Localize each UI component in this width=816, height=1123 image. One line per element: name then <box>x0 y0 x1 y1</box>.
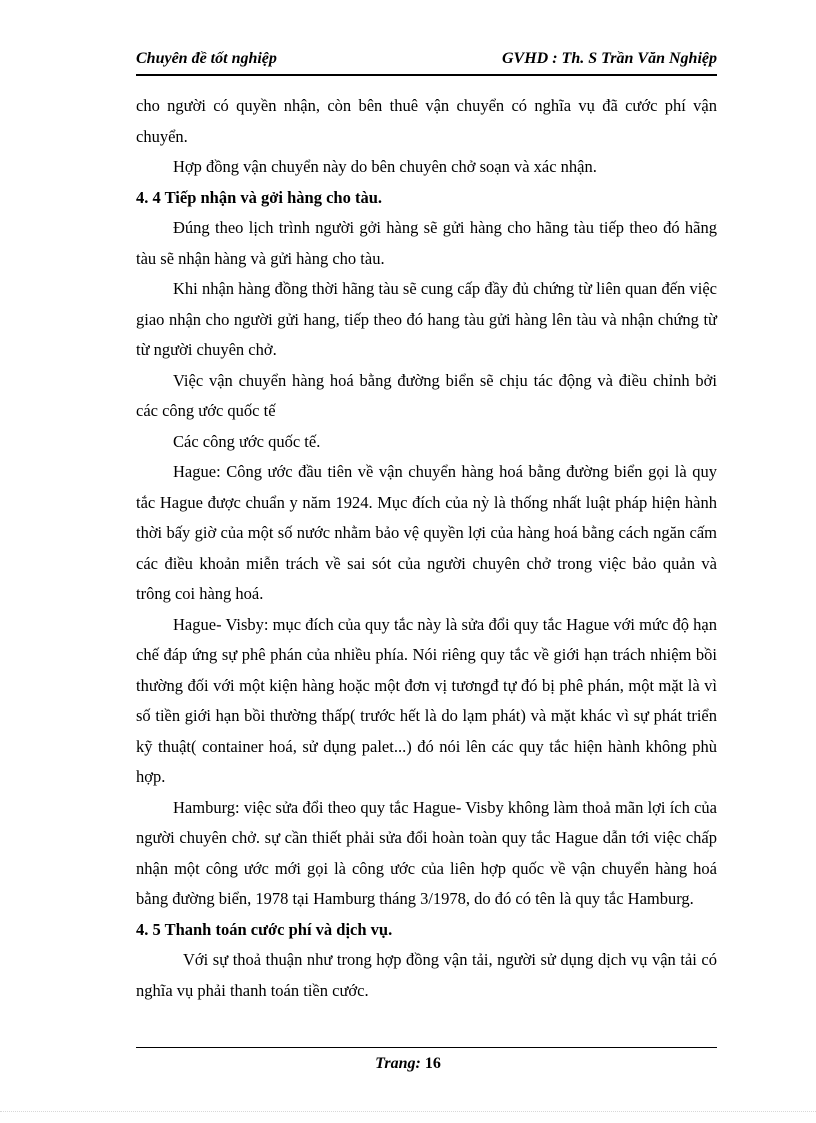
body-paragraph: Các công ước quốc tế. <box>173 431 321 451</box>
section-heading: 4. 4 Tiếp nhận và gởi hàng cho tàu. <box>136 187 383 207</box>
body-paragraph: Việc vận chuyển hàng hoá bằng đường biển sẽ chịu tác động và điều chỉnh bởi các công ước quốc tế <box>136 370 717 420</box>
body-paragraph: Hợp đồng vận chuyển này do bên chuyên chở soạn và xác nhận. <box>173 157 597 176</box>
section-heading: 4. 5 Thanh toán cước phí và dịch vụ. <box>136 919 393 939</box>
document-body <box>136 91 717 1006</box>
page-number: 16 <box>424 1055 441 1072</box>
body-paragraph: Hague- Visby: mục đích của quy tắc này là sửa đổi quy tắc Hague với mức độ hạn chế đáp ứng sự phê phán của nhiều phía. Nói riêng quy tắc về giới hạn trách nhiệm bồi thường đối với một kiện hàng hoặc một đơn vị tươngđ tự đó bị phê phán, một mặt là vì số tiền giới hạn bồi thường thấp( trước hết là do lạm phát) và mặt khác vì sự phát triển kỹ thuật( container hoá, sử dụng palet...) đó nói lên các quy tắc hiện hành không phù hợp. <box>136 614 717 786</box>
page-footer <box>0 1055 816 1073</box>
footer-divider <box>136 1047 717 1048</box>
page-header <box>136 46 717 76</box>
page-edge-divider <box>0 1111 816 1112</box>
body-paragraph: cho người có quyền nhận, còn bên thuê vận chuyển có nghĩa vụ đã cước phí vận chuyển. <box>136 96 717 146</box>
header-advisor: GVHD : Th. S Trần Văn Nghiệp <box>502 50 717 67</box>
body-paragraph: Hamburg: việc sửa đổi theo quy tắc Hague- Visby không làm thoả mãn lợi ích của người chuyên chở. sự cần thiết phải sửa đổi hoàn toàn quy tắc Hague dẫn tới việc chấp nhận một công ước mới gọi là công ước của liên hợp quốc về vận chuyển hàng hoá bằng đường biển, 1978 tại Hamburg tháng 3/1978, do đó có tên là quy tắc Hamburg. <box>136 797 717 908</box>
body-paragraph: Hague: Công ước đầu tiên về vận chuyển hàng hoá bằng đường biển gọi là quy tắc Hague được chuẩn y năm 1924. Mục đích của nỳ là thống nhất luật pháp hiện hành thời bấy giờ của một số nước nhằm bảo vệ quyền lợi của hàng hoá bằng cách ngăn cấm các điều khoản miễn trách về sai sót của người chuyên chở trong việc bảo quản và trông coi hàng hoá. <box>136 462 717 603</box>
page-number-label: Trang: <box>375 1055 425 1072</box>
body-paragraph: Đúng theo lịch trình người gởi hàng sẽ gửi hàng cho hãng tàu tiếp theo đó hãng tàu sẽ nhận hàng và gửi hàng cho tàu. <box>136 218 717 268</box>
body-paragraph: Với sự thoả thuận như trong hợp đồng vận tải, người sử dụng dịch vụ vận tải có nghĩa vụ phải thanh toán tiền cước. <box>136 950 717 1000</box>
body-paragraph: Khi nhận hàng đồng thời hãng tàu sẽ cung cấp đầy đủ chứng từ liên quan đến việc giao nhận cho người gửi hang, tiếp theo đó hang tàu gửi hàng lên tàu và nhận chứng từ từ người chuyên chở. <box>136 279 717 359</box>
header-title: Chuyên đề tốt nghiệp <box>136 50 277 67</box>
